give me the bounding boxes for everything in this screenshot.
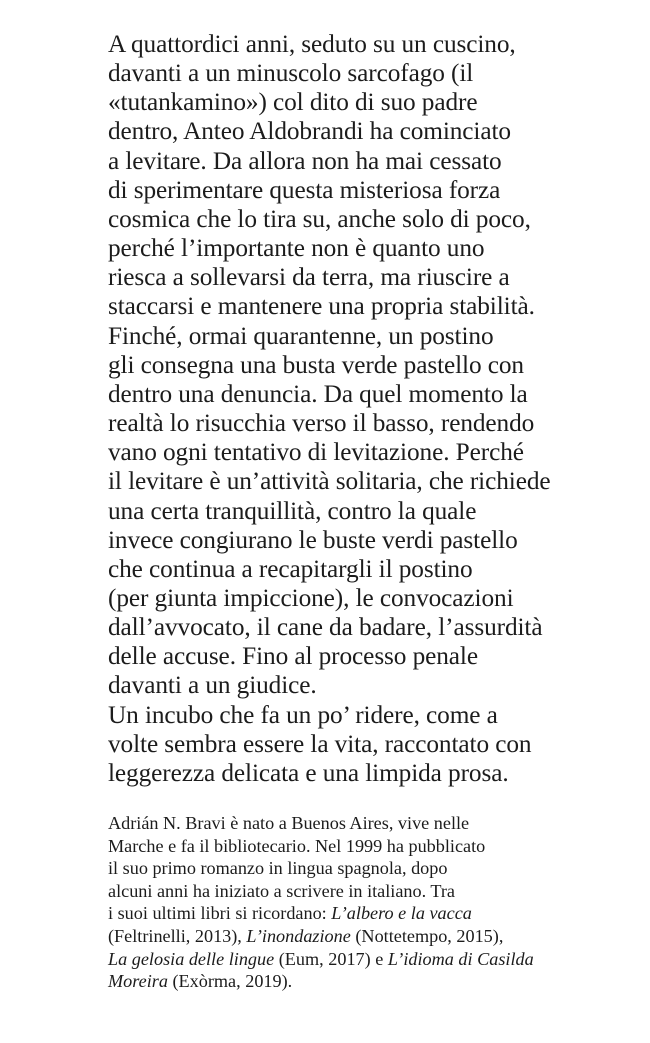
bio-line — [108, 902, 628, 925]
bio-line — [108, 970, 628, 993]
bio-line — [108, 925, 628, 948]
synopsis-line: dentro, Anteo Aldobrandi ha cominciato — [108, 117, 511, 146]
book-title: Moreira — [108, 971, 168, 992]
bio-line: Marche e fa il bibliotecario. Nel 1999 ha pubblicato — [108, 835, 486, 856]
synopsis-line: invece congiurano le buste verdi pastello — [108, 525, 518, 554]
synopsis-text — [108, 30, 628, 788]
synopsis-line: di sperimentare questa misteriosa forza — [108, 175, 501, 204]
book-title: L’inondazione — [246, 925, 351, 946]
synopsis-line: delle accuse. Fino al processo penale — [108, 642, 478, 671]
synopsis-line: (per giunta impiccione), le convocazioni — [108, 583, 514, 612]
synopsis-line: Finché, ormai quarantenne, un postino — [108, 321, 494, 350]
synopsis-line: che continua a recapitargli il postino — [108, 554, 473, 583]
synopsis-line: volte sembra essere la vita, raccontato con — [108, 729, 532, 758]
bio-text: (Nottetempo, 2015), — [350, 925, 504, 946]
synopsis-line: vano ogni tentativo di levitazione. Perché — [108, 438, 524, 467]
book-title: L’albero e la vacca — [331, 903, 472, 924]
synopsis-line: dall’avvocato, il cane da badare, l’assurdità — [108, 613, 543, 642]
book-title: L’idioma di Casilda — [387, 948, 534, 969]
synopsis-line: davanti a un minuscolo sarcofago (il — [108, 59, 474, 88]
synopsis-line: gli consegna una busta verde pastello con — [108, 350, 524, 379]
synopsis-line: A quattordici anni, seduto su un cuscino, — [108, 30, 516, 58]
synopsis-line: perché l’importante non è quanto uno — [108, 234, 485, 263]
bio-text: (Feltrinelli, 2013), — [108, 925, 247, 946]
bio-text: (Eum, 2017) e — [274, 948, 388, 969]
bio-line: alcuni anni ha iniziato a scrivere in italiano. Tra — [108, 880, 455, 901]
bio-line: Adrián N. Bravi è nato a Buenos Aires, vive nelle — [108, 813, 470, 833]
bio-text: (Exòrma, 2019). — [167, 971, 293, 992]
synopsis-line: leggerezza delicata e una limpida prosa. — [108, 758, 509, 787]
synopsis-line: staccarsi e mantenere una propria stabilità. — [108, 292, 535, 321]
bio-text: i suoi ultimi libri si ricordano: — [108, 903, 332, 924]
book-title: La gelosia delle lingue — [108, 948, 275, 969]
synopsis-line: una certa tranquillità, contro la quale — [108, 496, 477, 525]
bio-line — [108, 948, 628, 971]
synopsis-line: a levitare. Da allora non ha mai cessato — [108, 146, 502, 175]
synopsis-line: riesca a sollevarsi da terra, ma riuscire a — [108, 263, 510, 292]
bio-line: il suo primo romanzo in lingua spagnola, dopo — [108, 858, 448, 879]
synopsis-line: dentro una denuncia. Da quel momento la — [108, 379, 528, 408]
synopsis-line: il levitare è un’attività solitaria, che richiede — [108, 467, 551, 496]
synopsis-line: realtà lo risucchia verso il basso, rendendo — [108, 409, 535, 438]
synopsis-line: Un incubo che fa un po’ ridere, come a — [108, 700, 498, 729]
synopsis-line: «tutankamino») col dito di suo padre — [108, 88, 478, 117]
author-bio — [108, 812, 628, 993]
synopsis-line: cosmica che lo tira su, anche solo di poco, — [108, 204, 531, 233]
synopsis-line: davanti a un giudice. — [108, 671, 317, 700]
